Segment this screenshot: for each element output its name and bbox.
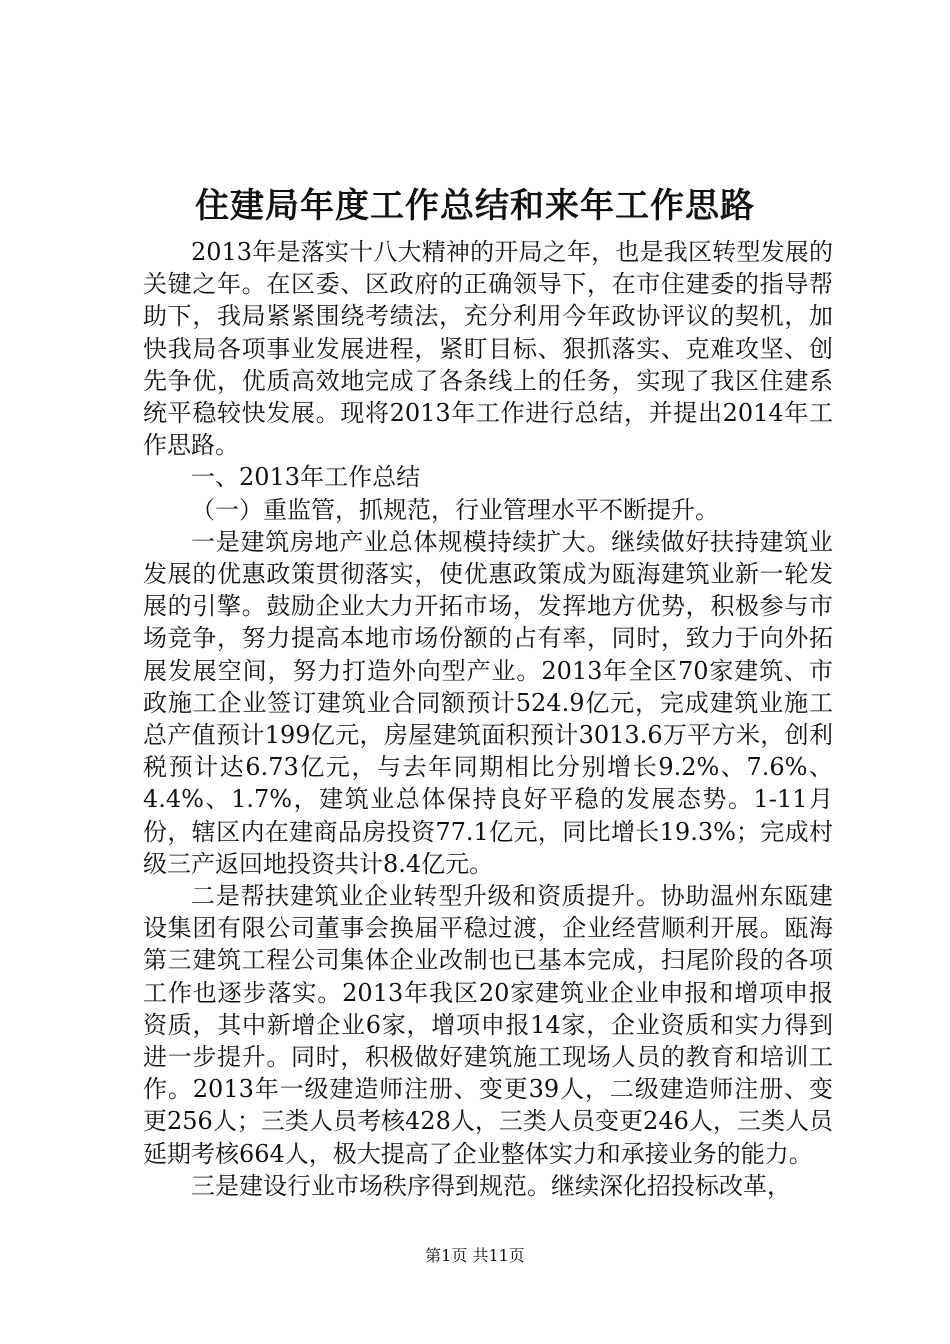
subsection-heading: （一）重监管，抓规范，行业管理水平不断提升。: [191, 495, 719, 524]
body-paragraph: 三是建设行业市场秩序得到规范。继续深化招投标改革，: [191, 1171, 791, 1200]
document-body: [143, 236, 833, 1202]
section-heading: 一、2013年工作总结: [191, 463, 421, 492]
intro-paragraph: 2013年是落实十八大精神的开局之年，也是我区转型发展的关键之年。在区委、区政府的正确领导下，在市住建委的指导帮助下，我局紧紧围绕考绩法，充分利用今年政协评议的契机，加快我局各项事业发展进程，紧盯目标、狠抓落实、克难攻坚、创先争优，优质高效地完成了各条线上的任务，实现了我区住建系统平稳较快发展。现将2013年工作进行总结，并提出2014年工作思路。: [143, 238, 833, 460]
document-title: 住建局年度工作总结和来年工作思路: [195, 186, 755, 226]
body-paragraph: 一是建筑房地产业总体规模持续扩大。继续做好扶持建筑业发展的优惠政策贯彻落实，使优惠政策成为瓯海建筑业新一轮发展的引擎。鼓励企业大力开拓市场，发挥地方优势，积极参与市场竞争，努力提高本地市场份额的占有率，同时，致力于向外拓展发展空间，努力打造外向型产业。2013年全区70家建筑、市政施工企业签订建筑业合同额预计524.9亿元，完成建筑业施工总产值预计199亿元，房屋建筑面积预计3013.6万平方米，创利税预计达6.73亿元，与去年同期相比分别增长9.2%、7.6%、4.4%、1.7%，建筑业总体保持良好平稳的发展态势。1-11月份，辖区内在建商品房投资77.1亿元，同比增长19.3%；完成村级三产返回地投资共计8.4亿元。: [143, 527, 833, 878]
page-footer: 第1页 共11页: [425, 1246, 525, 1265]
body-paragraph: 二是帮扶建筑业企业转型升级和资质提升。协助温州东瓯建设集团有限公司董事会换届平稳过渡，企业经营顺利开展。瓯海第三建筑工程公司集体企业改制也已基本完成，扫尾阶段的各项工作也逐步落实。2013年我区20家建筑业企业申报和增项申报资质，其中新增企业6家，增项申报14家，企业资质和实力得到进一步提升。同时，积极做好建筑施工现场人员的教育和培训工作。2013年一级建造师注册、变更39人，二级建造师注册、变更256人；三类人员考核428人，三类人员变更246人，三类人员延期考核664人，极大提高了企业整体实力和承接业务的能力。: [143, 882, 833, 1168]
